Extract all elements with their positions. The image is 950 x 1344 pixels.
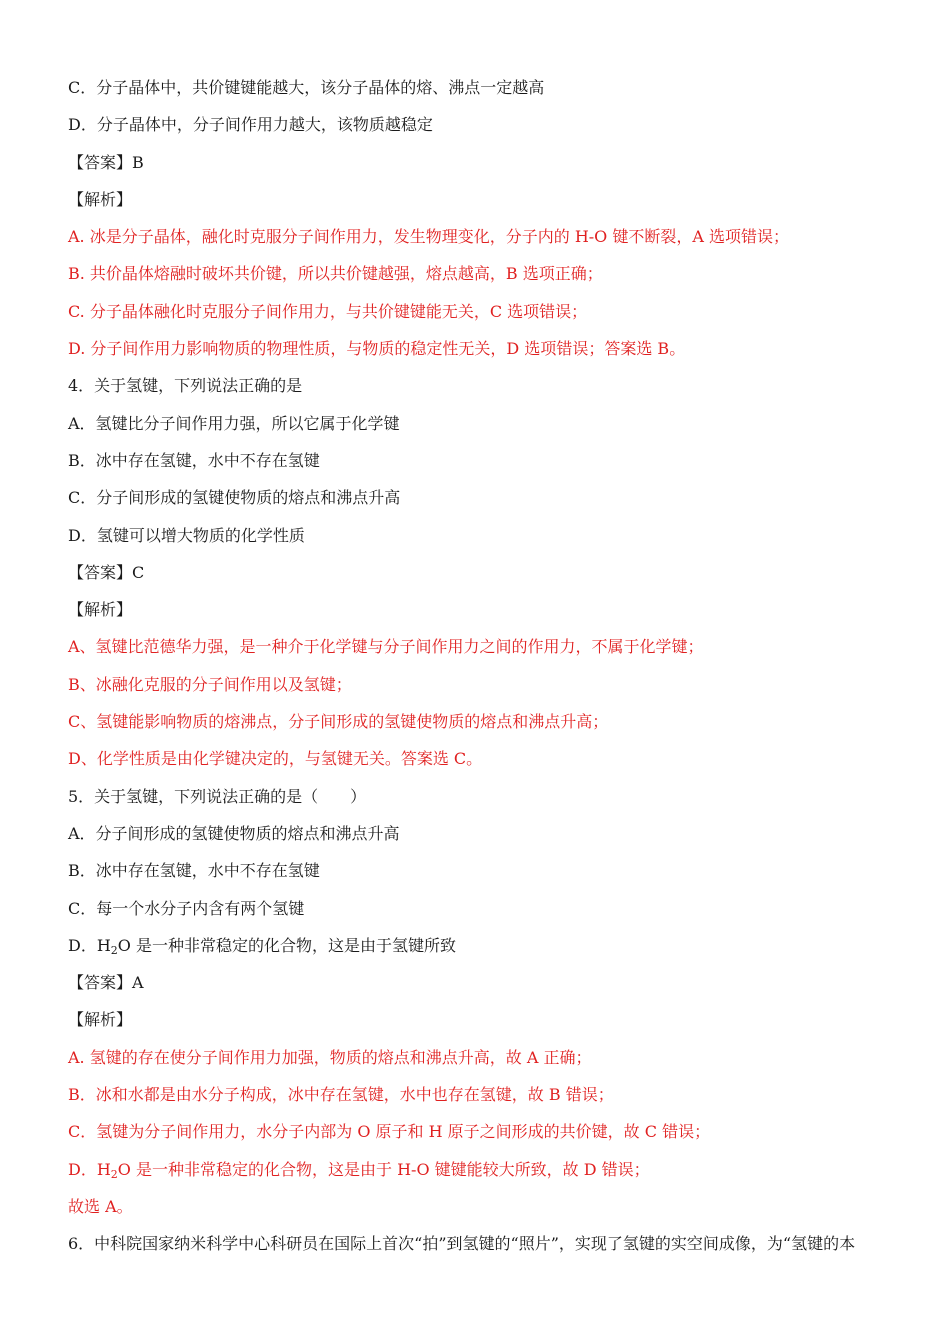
q5-option-d: D．$H_2O$ 是一种非常稳定的化合物，这是由于氢键所致 [68, 935, 457, 957]
q3-analysis-d: D. 分子间作用力影响物质的物理性质，与物质的稳定性无关，D 选项错误；答案选 B。 [68, 339, 686, 359]
document-page [68, 78, 888, 1272]
q5-stem: 5．关于氢键，下列说法正确的是（ ） [68, 786, 367, 806]
q4-answer: 【答案】C [68, 562, 145, 582]
q5-option-b: B．冰中存在氢键，水中不存在氢键 [68, 861, 320, 881]
q5-option-a: A．分子间形成的氢键使物质的熔点和沸点升高 [68, 823, 400, 843]
q3-analysis-a: A. 冰是分子晶体，融化时克服分子间作用力，发生物理变化，分子内的 H-O 键不断裂，A 选项错误； [68, 227, 790, 247]
q4-option-c: C．分子间形成的氢键使物质的熔点和沸点升高 [68, 488, 401, 508]
q4-analysis-b: B、冰融化克服的分子间作用以及氢键； [68, 674, 352, 694]
q4-analysis-heading: 【解析】 [68, 600, 133, 620]
q5-analysis-b: B．冰和水都是由水分子构成，冰中存在氢键，水中也存在氢键，故 B 错误； [68, 1085, 614, 1105]
q5-analysis-d: D．$H_2O$ 是一种非常稳定的化合物，这是由于 H-O 键键能较大所致，故 D 错误； [68, 1159, 650, 1181]
q3-option-c: C．分子晶体中，共价键键能越大，该分子晶体的熔、沸点一定越高 [68, 78, 545, 97]
q3-option-d: D．分子晶体中，分子间作用力越大，该物质越稳定 [68, 115, 433, 135]
q4-option-b: B．冰中存在氢键，水中不存在氢键 [68, 450, 320, 470]
q3-answer: 【答案】B [68, 152, 144, 172]
q5-analysis-c: C．氢键为分子间作用力，水分子内部为 O 原子和 H 原子之间形成的共价键，故 C 错误； [68, 1122, 711, 1142]
q5-conclusion: 故选 A。 [68, 1196, 133, 1216]
q6-stem: 6．中科院国家纳米科学中心科研员在国际上首次“拍”到氢键的“照片”，实现了氢键的实空间成像，为“氢键的本 [68, 1234, 856, 1254]
q3-analysis-c: C. 分子晶体融化时克服分子间作用力，与共价键键能无关，C 选项错误； [68, 301, 588, 321]
q3-analysis-b: B. 共价晶体熔融时破坏共价键，所以共价键越强，熔点越高，B 选项正确； [68, 264, 603, 284]
q4-option-d: D．氢键可以增大物质的化学性质 [68, 525, 305, 545]
q4-analysis-d: D、化学性质是由化学键决定的，与氢键无关。答案选 C。 [68, 749, 483, 769]
q4-analysis-a: A、氢键比范德华力强，是一种介于化学键与分子间作用力之间的作用力，不属于化学键； [68, 637, 704, 657]
q5-analysis-a: A. 氢键的存在使分子间作用力加强，物质的熔点和沸点升高，故 A 正确； [68, 1047, 592, 1067]
q5-analysis-heading: 【解析】 [68, 1010, 133, 1030]
q5-answer: 【答案】A [68, 973, 144, 993]
q4-stem: 4．关于氢键，下列说法正确的是 [68, 376, 303, 396]
q5-option-c: C．每一个水分子内含有两个氢键 [68, 898, 305, 918]
q3-analysis-heading: 【解析】 [68, 189, 133, 209]
q4-option-a: A．氢键比分子间作用力强，所以它属于化学键 [68, 413, 400, 433]
q4-analysis-c: C、氢键能影响物质的熔沸点，分子间形成的氢键使物质的熔点和沸点升高； [68, 712, 609, 732]
